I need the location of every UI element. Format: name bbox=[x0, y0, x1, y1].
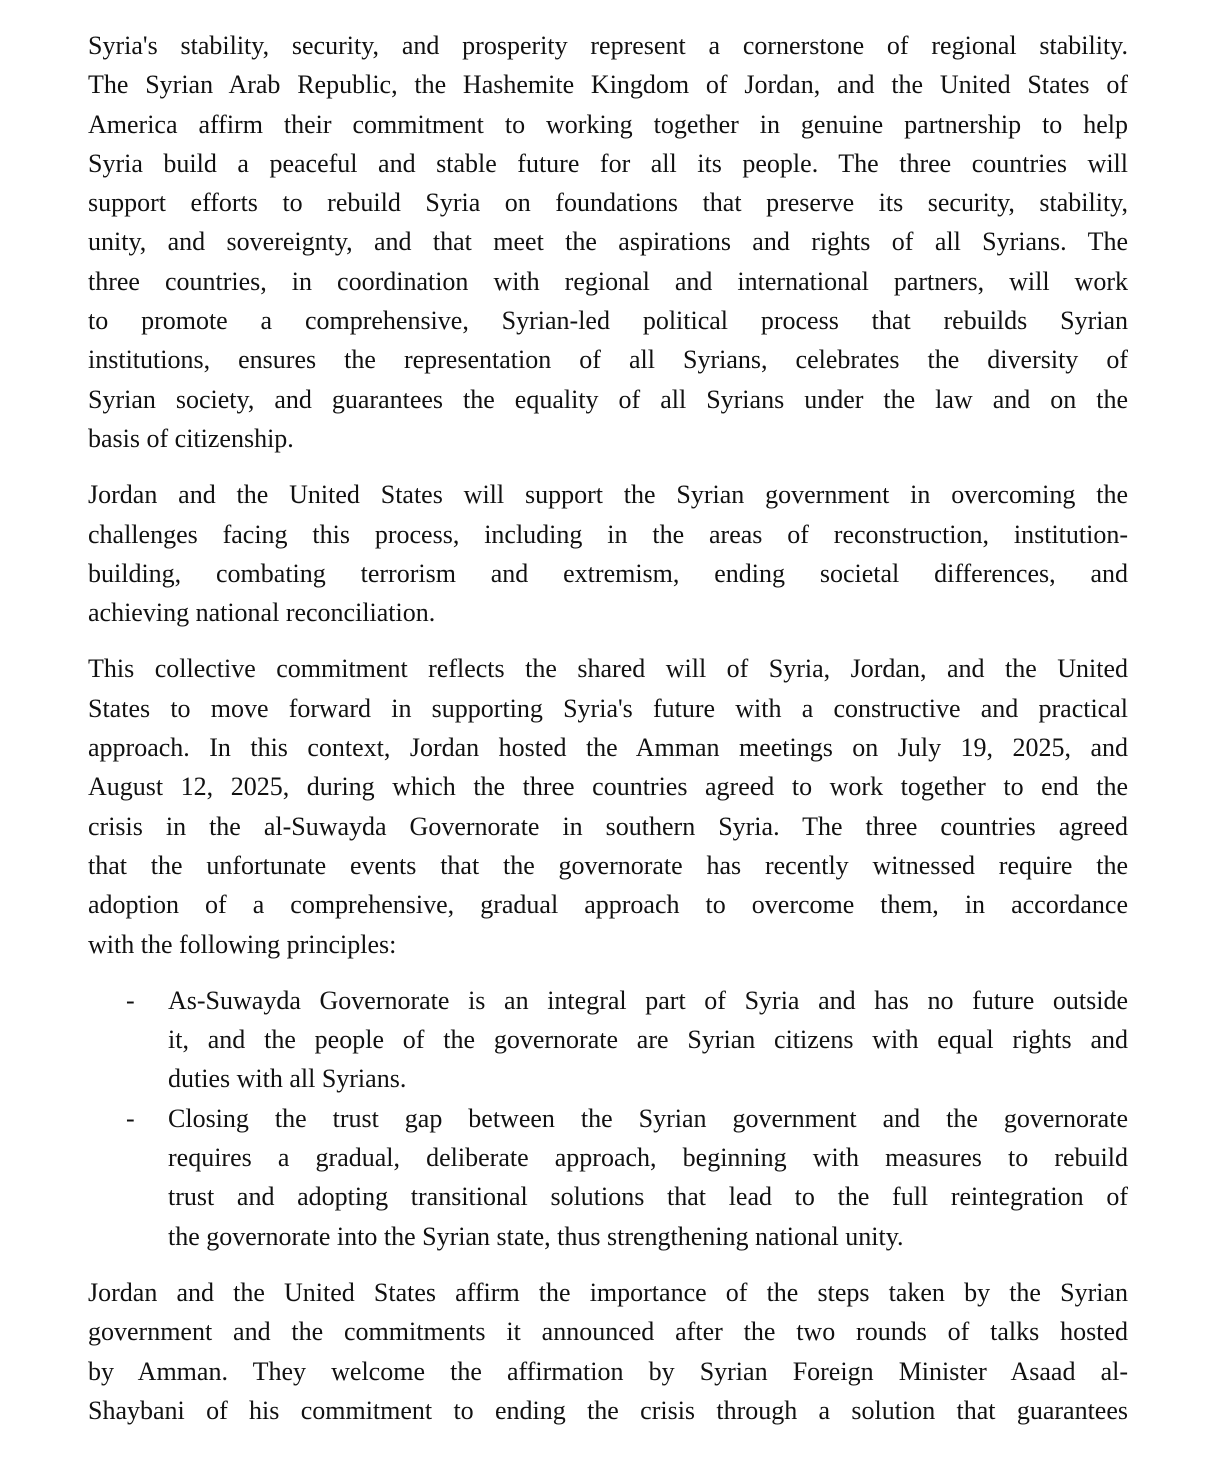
text-line: America affirm their commitment to working together in genuine partnership to help bbox=[88, 109, 1128, 139]
paragraph-affirm-steps bbox=[88, 1273, 1128, 1430]
text-line: crisis in the al-Suwayda Governorate in southern Syria. The three countries agreed bbox=[88, 811, 1128, 841]
text-line: with the following principles: bbox=[88, 929, 397, 959]
text-line: the governorate into the Syrian state, thus strengthening national unity. bbox=[168, 1221, 904, 1251]
text-line: to promote a comprehensive, Syrian-led political process that rebuilds Syrian bbox=[88, 306, 1128, 336]
text-line: basis of citizenship. bbox=[88, 423, 294, 453]
document-page bbox=[88, 26, 1128, 1447]
text-line: adoption of a comprehensive, gradual approach to overcome them, in accordance bbox=[88, 890, 1128, 920]
text-line: it, and the people of the governorate are Syrian citizens with equal rights and bbox=[168, 1025, 1128, 1055]
text-line: institutions, ensures the representation of all Syrians, celebrates the diversity of bbox=[88, 345, 1128, 375]
text-line: As-Suwayda Governorate is an integral part of Syria and has no future outside bbox=[168, 985, 1128, 1015]
list-item bbox=[88, 1099, 1128, 1256]
paragraph-support-government bbox=[88, 475, 1128, 632]
text-line: Shaybani of his commitment to ending the crisis through a solution that guarantees bbox=[88, 1395, 1128, 1425]
text-line: achieving national reconciliation. bbox=[88, 598, 436, 628]
text-line: unity, and sovereignty, and that meet the aspirations and rights of all Syrians. The bbox=[88, 227, 1128, 257]
text-line: August 12, 2025, during which the three countries agreed to work together to end the bbox=[88, 772, 1128, 802]
text-line: three countries, in coordination with regional and international partners, will work bbox=[88, 266, 1128, 296]
text-line: This collective commitment reflects the shared will of Syria, Jordan, and the United bbox=[88, 654, 1128, 684]
text-line: that the unfortunate events that the governorate has recently witnessed require the bbox=[88, 850, 1128, 880]
text-line: support efforts to rebuild Syria on foundations that preserve its security, stability, bbox=[88, 188, 1128, 218]
text-line: Closing the trust gap between the Syrian government and the governorate bbox=[168, 1103, 1128, 1133]
text-line: Jordan and the United States will support the Syrian government in overcoming the bbox=[88, 480, 1128, 510]
text-line: The Syrian Arab Republic, the Hashemite Kingdom of Jordan, and the United States of bbox=[88, 70, 1128, 100]
text-line: challenges facing this process, including in the areas of reconstruction, institution- bbox=[88, 519, 1128, 549]
text-line: trust and adopting transitional solutions that lead to the full reintegration of bbox=[168, 1182, 1128, 1212]
paragraph-syria-stability bbox=[88, 26, 1128, 458]
text-line: approach. In this context, Jordan hosted the Amman meetings on July 19, 2025, and bbox=[88, 733, 1128, 763]
text-line: Syria build a peaceful and stable future for all its people. The three countries will bbox=[88, 148, 1128, 178]
list-item bbox=[88, 981, 1128, 1099]
dash-bullet: - bbox=[126, 985, 135, 1015]
text-line: building, combating terrorism and extremism, ending societal differences, and bbox=[88, 558, 1128, 588]
text-line: States to move forward in supporting Syria's future with a constructive and practical bbox=[88, 693, 1128, 723]
text-line: by Amman. They welcome the affirmation by Syrian Foreign Minister Asaad al- bbox=[88, 1356, 1128, 1386]
dash-bullet: - bbox=[126, 1103, 135, 1133]
text-line: requires a gradual, deliberate approach, beginning with measures to rebuild bbox=[168, 1143, 1128, 1173]
text-line: Jordan and the United States affirm the importance of the steps taken by the Syrian bbox=[88, 1277, 1128, 1307]
paragraph-collective-commitment bbox=[88, 649, 1128, 963]
principles-list bbox=[88, 981, 1128, 1256]
text-line: Syrian society, and guarantees the equality of all Syrians under the law and on the bbox=[88, 384, 1128, 414]
text-line: Syria's stability, security, and prosperity represent a cornerstone of regional stability. bbox=[88, 31, 1128, 60]
text-line: duties with all Syrians. bbox=[168, 1064, 407, 1094]
text-line: government and the commitments it announced after the two rounds of talks hosted bbox=[88, 1317, 1128, 1347]
